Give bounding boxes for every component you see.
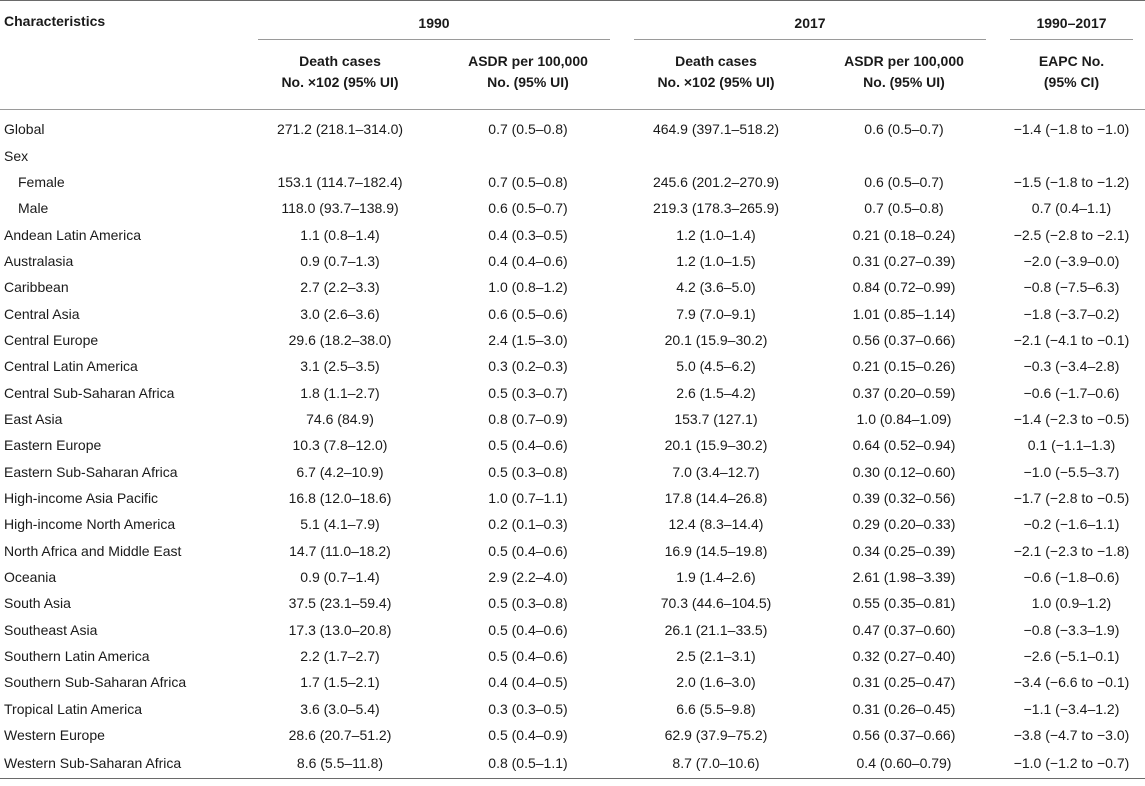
cell-asdr-1990: 1.0 (0.8–1.2) xyxy=(488,279,568,296)
cell-asdr-1990: 0.4 (0.4–0.6) xyxy=(488,252,568,269)
table-row xyxy=(0,722,1145,748)
cell-eapc: −1.8 (−3.7–0.2) xyxy=(1023,305,1120,322)
table-row xyxy=(0,195,1145,221)
cell-asdr-1990: 0.4 (0.4–0.5) xyxy=(488,674,568,691)
header-death-cases-2017-line1: Death cases xyxy=(675,53,757,69)
header-characteristics: Characteristics xyxy=(0,1,246,50)
cell-asdr-1990: 0.5 (0.4–0.6) xyxy=(488,542,568,559)
cell-death-cases-1990: 14.7 (11.0–18.2) xyxy=(289,542,391,559)
cell-asdr-1990: 0.2 (0.1–0.3) xyxy=(488,516,568,533)
row-label: Southern Sub-Saharan Africa xyxy=(4,674,187,691)
cell-eapc: −1.0 (−1.2 to −0.7) xyxy=(998,748,1145,779)
row-label: Tropical Latin America xyxy=(4,700,142,717)
cell-death-cases-2017: 70.3 (44.6–104.5) xyxy=(660,595,772,612)
header-group-change xyxy=(998,1,1145,50)
row-label: Western Sub-Saharan Africa xyxy=(0,748,246,779)
header-asdr-1990-line1: ASDR per 100,000 xyxy=(468,53,588,69)
cell-asdr-2017: 0.30 (0.12–0.60) xyxy=(852,463,956,480)
cell-asdr-2017 xyxy=(810,142,998,168)
row-label: Southern Latin America xyxy=(4,648,150,665)
cell-asdr-1990: 0.6 (0.5–0.7) xyxy=(488,200,568,217)
cell-asdr-1990: 0.5 (0.4–0.6) xyxy=(488,437,568,454)
cell-asdr-2017: 0.31 (0.27–0.39) xyxy=(852,252,956,269)
cell-eapc: −0.6 (−1.7–0.6) xyxy=(1023,384,1120,401)
table-row xyxy=(0,458,1145,484)
cell-death-cases-1990: 271.2 (218.1–314.0) xyxy=(276,121,404,138)
row-label: Central Europe xyxy=(4,331,99,348)
cell-death-cases-2017: 1.9 (1.4–2.6) xyxy=(676,569,756,586)
row-label: South Asia xyxy=(4,595,71,612)
header-death-cases-1990 xyxy=(246,49,434,110)
cell-eapc: −3.4 (−6.6 to −0.1) xyxy=(1013,674,1130,691)
cell-death-cases-1990: 2.2 (1.7–2.7) xyxy=(300,648,380,665)
cell-death-cases-1990: 6.7 (4.2–10.9) xyxy=(296,463,384,480)
header-empty-cell xyxy=(0,49,246,110)
cell-death-cases-1990: 0.9 (0.7–1.4) xyxy=(300,569,380,586)
header-eapc-line1: EAPC No. xyxy=(1038,53,1105,69)
cell-death-cases-2017: 62.9 (37.9–75.2) xyxy=(664,727,768,744)
cell-death-cases-2017: 1.2 (1.0–1.4) xyxy=(676,226,756,243)
cell-eapc: 1.0 (0.9–1.2) xyxy=(1031,595,1112,612)
cell-asdr-2017: 0.6 (0.5–0.7) xyxy=(864,121,944,138)
cell-death-cases-2017: 2.5 (2.1–3.1) xyxy=(676,648,756,665)
header-asdr-1990 xyxy=(434,49,622,110)
table-row xyxy=(0,643,1145,669)
cell-asdr-2017: 0.29 (0.20–0.33) xyxy=(852,516,956,533)
cell-asdr-1990: 0.5 (0.4–0.9) xyxy=(488,727,568,744)
cell-death-cases-1990: 1.8 (1.1–2.7) xyxy=(300,384,380,401)
table-row xyxy=(0,353,1145,379)
cell-death-cases-1990: 118.0 (93.7–138.9) xyxy=(281,200,399,217)
table-row xyxy=(0,248,1145,274)
header-asdr-1990-line2: No. (95% UI) xyxy=(487,74,569,90)
header-eapc xyxy=(998,49,1145,110)
cell-death-cases-2017 xyxy=(622,142,810,168)
table-row xyxy=(0,327,1145,353)
cell-death-cases-2017: 1.2 (1.0–1.5) xyxy=(676,252,756,269)
table-row xyxy=(0,379,1145,405)
header-group-1990-underline xyxy=(258,39,610,40)
cell-asdr-2017: 1.0 (0.84–1.09) xyxy=(856,410,952,427)
cell-death-cases-1990: 1.7 (1.5–2.1) xyxy=(300,674,380,691)
cell-asdr-2017: 0.34 (0.25–0.39) xyxy=(852,542,956,559)
cell-death-cases-2017: 16.9 (14.5–19.8) xyxy=(664,542,768,559)
table-row xyxy=(0,538,1145,564)
cell-eapc: −1.0 (−5.5–3.7) xyxy=(1023,463,1120,480)
row-label: High-income North America xyxy=(4,516,176,533)
cell-eapc: 0.7 (0.4–1.1) xyxy=(1031,200,1112,217)
cell-death-cases-1990: 29.6 (18.2–38.0) xyxy=(288,331,392,348)
table-row xyxy=(0,142,1145,168)
cell-death-cases-2017: 4.2 (3.6–5.0) xyxy=(676,279,756,296)
table-row xyxy=(0,169,1145,195)
cell-eapc: −1.5 (−1.8 to −1.2) xyxy=(1013,173,1130,190)
header-death-cases-1990-line2: No. ×102 (95% UI) xyxy=(281,74,399,90)
table-row xyxy=(0,300,1145,326)
cell-asdr-1990: 1.0 (0.7–1.1) xyxy=(488,489,568,506)
cell-asdr-2017: 0.4 (0.60–0.79) xyxy=(810,748,998,779)
header-eapc-line2: (95% CI) xyxy=(1043,74,1100,90)
cell-asdr-2017: 0.31 (0.25–0.47) xyxy=(852,674,956,691)
cell-asdr-1990: 0.4 (0.3–0.5) xyxy=(488,226,568,243)
header-death-cases-2017 xyxy=(622,49,810,110)
cell-asdr-1990: 0.7 (0.5–0.8) xyxy=(488,121,568,138)
cell-asdr-1990 xyxy=(434,142,622,168)
header-asdr-2017 xyxy=(810,49,998,110)
cell-death-cases-1990: 3.1 (2.5–3.5) xyxy=(300,358,380,375)
cell-asdr-2017: 0.7 (0.5–0.8) xyxy=(864,200,944,217)
cell-asdr-2017: 0.47 (0.37–0.60) xyxy=(852,621,956,638)
header-group-2017-underline xyxy=(634,39,986,40)
cell-death-cases-2017: 8.7 (7.0–10.6) xyxy=(622,748,810,779)
cell-eapc: −0.6 (−1.8–0.6) xyxy=(1023,569,1120,586)
row-label: Global xyxy=(4,121,45,138)
cell-death-cases-2017: 6.6 (5.5–9.8) xyxy=(676,700,756,717)
cell-asdr-2017: 0.55 (0.35–0.81) xyxy=(852,595,956,612)
cell-death-cases-1990: 3.0 (2.6–3.6) xyxy=(300,305,380,322)
cell-death-cases-2017: 20.1 (15.9–30.2) xyxy=(664,331,768,348)
cell-asdr-1990: 0.5 (0.3–0.8) xyxy=(488,463,568,480)
cell-asdr-1990: 0.5 (0.3–0.8) xyxy=(488,595,568,612)
cell-eapc xyxy=(998,142,1145,168)
row-label: Southeast Asia xyxy=(4,621,98,638)
cell-death-cases-1990: 28.6 (20.7–51.2) xyxy=(288,727,392,744)
cell-asdr-1990: 0.7 (0.5–0.8) xyxy=(488,173,568,190)
cell-asdr-2017: 0.84 (0.72–0.99) xyxy=(852,279,956,296)
row-label: Andean Latin America xyxy=(4,226,141,243)
cell-asdr-1990: 2.9 (2.2–4.0) xyxy=(488,569,568,586)
header-group-1990 xyxy=(246,1,622,50)
header-group-change-label: 1990–2017 xyxy=(1036,14,1107,31)
cell-asdr-2017: 0.31 (0.26–0.45) xyxy=(852,700,956,717)
header-group-change-underline xyxy=(1010,39,1133,40)
cell-eapc: −3.8 (−4.7 to −3.0) xyxy=(1013,727,1130,744)
cell-death-cases-2017: 12.4 (8.3–14.4) xyxy=(668,516,764,533)
table-row xyxy=(0,748,1145,779)
cell-eapc: −2.1 (−2.3 to −1.8) xyxy=(1013,542,1130,559)
cell-death-cases-1990: 74.6 (84.9) xyxy=(306,410,374,427)
cell-asdr-2017: 0.39 (0.32–0.56) xyxy=(852,489,956,506)
cell-death-cases-2017: 2.0 (1.6–3.0) xyxy=(676,674,756,691)
header-death-cases-2017-line2: No. ×102 (95% UI) xyxy=(657,74,775,90)
table-row xyxy=(0,274,1145,300)
row-label: Central Asia xyxy=(4,305,80,322)
table-row xyxy=(0,590,1145,616)
cell-eapc: −1.7 (−2.8 to −0.5) xyxy=(1013,489,1130,506)
header-asdr-2017-line1: ASDR per 100,000 xyxy=(844,53,964,69)
cell-death-cases-1990: 8.6 (5.5–11.8) xyxy=(246,748,434,779)
row-label: Central Sub-Saharan Africa xyxy=(4,384,175,401)
cell-death-cases-2017: 20.1 (15.9–30.2) xyxy=(664,437,768,454)
cell-death-cases-1990: 3.6 (3.0–5.4) xyxy=(300,700,380,717)
cell-death-cases-1990: 153.1 (114.7–182.4) xyxy=(277,173,403,190)
cell-asdr-2017: 0.37 (0.20–0.59) xyxy=(852,384,956,401)
cell-death-cases-2017: 219.3 (178.3–265.9) xyxy=(652,200,780,217)
cell-death-cases-1990: 37.5 (23.1–59.4) xyxy=(288,595,392,612)
row-label: High-income Asia Pacific xyxy=(4,489,159,506)
cell-asdr-2017: 2.61 (1.98–3.39) xyxy=(852,569,956,586)
header-group-2017 xyxy=(622,1,998,50)
table-row xyxy=(0,564,1145,590)
row-label: East Asia xyxy=(4,410,63,427)
cell-eapc: −0.3 (−3.4–2.8) xyxy=(1023,358,1120,375)
cell-asdr-1990: 0.3 (0.3–0.5) xyxy=(488,700,568,717)
table-row xyxy=(0,617,1145,643)
cell-eapc: −0.8 (−7.5–6.3) xyxy=(1023,279,1120,296)
cell-asdr-1990: 0.5 (0.4–0.6) xyxy=(488,648,568,665)
cell-death-cases-2017: 153.7 (127.1) xyxy=(674,410,758,427)
cell-eapc: −2.5 (−2.8 to −2.1) xyxy=(1013,226,1130,243)
cell-asdr-2017: 0.21 (0.18–0.24) xyxy=(852,226,956,243)
cell-asdr-1990: 0.5 (0.4–0.6) xyxy=(488,621,568,638)
cell-asdr-2017: 0.21 (0.15–0.26) xyxy=(852,358,956,375)
cell-asdr-2017: 0.32 (0.27–0.40) xyxy=(852,648,956,665)
row-label: Western Europe xyxy=(4,727,105,744)
cell-eapc: −0.8 (−3.3–1.9) xyxy=(1023,621,1120,638)
row-label: Caribbean xyxy=(4,279,69,296)
cell-death-cases-2017: 245.6 (201.2–270.9) xyxy=(652,173,780,190)
cell-death-cases-2017: 7.0 (3.4–12.7) xyxy=(672,463,760,480)
cell-death-cases-1990: 10.3 (7.8–12.0) xyxy=(292,437,388,454)
cell-asdr-2017: 0.56 (0.37–0.66) xyxy=(852,331,956,348)
table-row xyxy=(0,511,1145,537)
cell-death-cases-1990: 2.7 (2.2–3.3) xyxy=(300,279,380,296)
header-group-2017-label: 2017 xyxy=(794,14,826,31)
header-group-row xyxy=(0,1,1145,50)
row-label: Sex xyxy=(4,147,29,164)
cell-death-cases-2017: 17.8 (14.4–26.8) xyxy=(664,489,768,506)
table-row xyxy=(0,432,1145,458)
table-row xyxy=(0,406,1145,432)
table-row xyxy=(0,485,1145,511)
row-label: Australasia xyxy=(4,252,74,269)
cell-death-cases-2017: 26.1 (21.1–33.5) xyxy=(664,621,768,638)
row-label: Central Latin America xyxy=(4,358,138,375)
row-label: Eastern Sub-Saharan Africa xyxy=(4,463,178,480)
cell-eapc: −1.1 (−3.4–1.2) xyxy=(1023,700,1120,717)
cell-eapc: −2.0 (−3.9–0.0) xyxy=(1023,252,1120,269)
cell-eapc: −0.2 (−1.6–1.1) xyxy=(1023,516,1120,533)
table-body xyxy=(0,110,1145,779)
cell-asdr-1990: 0.6 (0.5–0.6) xyxy=(488,305,568,322)
cell-death-cases-1990: 5.1 (4.1–7.9) xyxy=(300,516,380,533)
cell-asdr-2017: 1.01 (0.85–1.14) xyxy=(852,305,956,322)
row-label: North Africa and Middle East xyxy=(4,542,182,559)
cell-asdr-2017: 0.6 (0.5–0.7) xyxy=(864,173,944,190)
cell-death-cases-1990 xyxy=(246,142,434,168)
table-row xyxy=(0,110,1145,143)
table-row xyxy=(0,221,1145,247)
row-label: Female xyxy=(18,173,65,190)
cell-death-cases-2017: 7.9 (7.0–9.1) xyxy=(676,305,756,322)
cell-eapc: −1.4 (−1.8 to −1.0) xyxy=(1013,121,1130,138)
cell-eapc: −2.6 (−5.1–0.1) xyxy=(1023,648,1120,665)
cell-eapc: −1.4 (−2.3 to −0.5) xyxy=(1013,410,1130,427)
cell-asdr-1990: 0.8 (0.5–1.1) xyxy=(434,748,622,779)
row-label: Male xyxy=(18,200,49,217)
row-label: Oceania xyxy=(4,569,57,586)
cell-death-cases-2017: 2.6 (1.5–4.2) xyxy=(676,384,756,401)
header-column-row xyxy=(0,49,1145,110)
cell-death-cases-1990: 17.3 (13.0–20.8) xyxy=(288,621,392,638)
cell-asdr-2017: 0.64 (0.52–0.94) xyxy=(852,437,956,454)
table-row xyxy=(0,696,1145,722)
row-label: Eastern Europe xyxy=(4,437,102,454)
cell-eapc: 0.1 (−1.1–1.3) xyxy=(1027,437,1116,454)
cell-asdr-1990: 0.5 (0.3–0.7) xyxy=(488,384,568,401)
cell-death-cases-1990: 1.1 (0.8–1.4) xyxy=(300,226,380,243)
cell-death-cases-1990: 16.8 (12.0–18.6) xyxy=(288,489,392,506)
cell-death-cases-2017: 464.9 (397.1–518.2) xyxy=(652,121,780,138)
header-group-1990-label: 1990 xyxy=(418,14,450,31)
cell-asdr-1990: 0.8 (0.7–0.9) xyxy=(488,410,568,427)
cell-death-cases-2017: 5.0 (4.5–6.2) xyxy=(676,358,756,375)
header-death-cases-1990-line1: Death cases xyxy=(299,53,381,69)
cell-asdr-1990: 0.3 (0.2–0.3) xyxy=(488,358,568,375)
table-row xyxy=(0,669,1145,695)
cell-asdr-1990: 2.4 (1.5–3.0) xyxy=(488,331,568,348)
cell-eapc: −2.1 (−4.1 to −0.1) xyxy=(1013,331,1130,348)
cell-asdr-2017: 0.56 (0.37–0.66) xyxy=(852,727,956,744)
header-asdr-2017-line2: No. (95% UI) xyxy=(863,74,945,90)
cell-death-cases-1990: 0.9 (0.7–1.3) xyxy=(300,252,380,269)
